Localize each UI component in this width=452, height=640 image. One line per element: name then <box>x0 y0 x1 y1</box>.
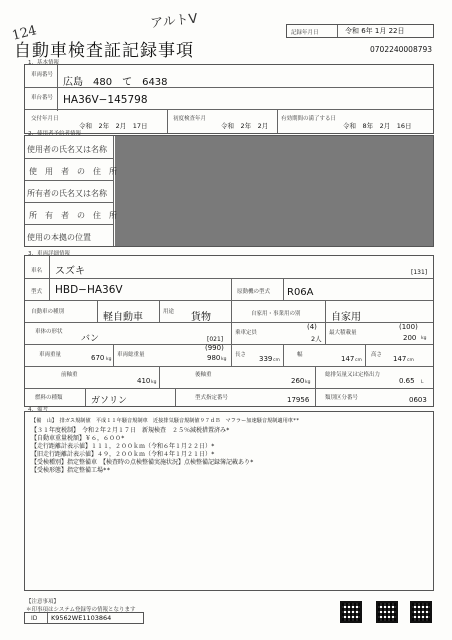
owner-row-2: 使 用 者 の 住 所 <box>29 167 117 176</box>
maker-label: 車名 <box>31 268 43 274</box>
height-label: 高さ <box>371 352 383 358</box>
capacity-value-b: 2人 <box>311 335 322 343</box>
capacity-label: 乗車定員 <box>235 330 258 336</box>
expiry-label: 有効期間の満了する日 <box>281 116 337 122</box>
handwritten-note-model: アルトV <box>149 11 199 32</box>
length-value: 339 <box>259 355 273 363</box>
width-value: 147 <box>341 355 355 363</box>
body-code: [021] <box>207 336 224 343</box>
record-date-value: 令和 6年 1月 22日 <box>345 27 405 35</box>
plate-label: 車両番号 <box>31 72 54 78</box>
qr-code-left <box>340 601 362 623</box>
front-axle-label: 前軸重 <box>61 372 78 378</box>
displacement-label: 総排気量又は定格出力 <box>325 372 381 378</box>
gross-weight-label: 車両総重量 <box>117 352 145 358</box>
type-approval-label: 型式指定番号 <box>195 395 229 401</box>
gross-weight-unit: kg <box>221 357 227 362</box>
remark-line-7: 【受検形態】指定整備工場** <box>31 467 111 474</box>
owner-row-1: 使用者の氏名又は名称 <box>27 145 107 154</box>
weight-label: 車両重量 <box>39 352 62 358</box>
category-label: 類別区分番号 <box>325 395 359 401</box>
owner-row-4: 所 有 者 の 住 所 <box>29 211 117 220</box>
length-label: 長さ <box>235 352 247 358</box>
gross-weight-value-a: (990) <box>205 344 224 352</box>
use-label: 用途 <box>163 309 175 315</box>
maker-value: スズキ <box>55 266 85 277</box>
footer-note-label: 【注意事項】 <box>26 599 60 605</box>
width-unit: cm <box>355 358 362 363</box>
engine-label: 原動機の型式 <box>237 289 271 295</box>
first-registration-value: 令和 2年 2月 <box>221 122 269 130</box>
displacement-value: 0.65 <box>399 377 415 385</box>
height-unit: cm <box>407 358 414 363</box>
section-remarks-label: 4．備考 <box>28 407 48 413</box>
length-unit: cm <box>273 358 280 363</box>
remark-line-1: 【備 山】 排ガス規制値 平成１１年騒音規制車 近接排気騒音規制値９７ｄＢ マフラー加速騒音規制適用車** <box>31 418 300 424</box>
weight-value: 670 <box>91 354 105 362</box>
handwritten-note-number: 124 <box>10 23 39 44</box>
footer-note: ＊印事項はシステム登録等の情報となります <box>26 607 136 613</box>
load-value-a: (100) <box>399 323 418 331</box>
front-axle-value: 410 <box>137 377 151 385</box>
section-vehicle-label: 3．車両詳細情報 <box>28 251 70 257</box>
remark-line-5: 【旧走行距離計表示値】４９，２００ｋｍ（令和４年１月２１日）* <box>31 451 215 458</box>
maker-code: [131] <box>411 269 428 276</box>
footer-id-box <box>24 612 144 624</box>
issue-date-label: 交付年月日 <box>31 116 59 122</box>
remark-line-6: 【受検種別】指定整備車 【検査時の点検整備実施状況】点検整備記録簿記載あり* <box>31 459 254 466</box>
plate-value: 広島 480 て 6438 <box>63 77 168 88</box>
redacted-area <box>115 136 433 246</box>
first-registration-label: 初度検査年月 <box>173 116 207 122</box>
remarks-box <box>24 411 434 591</box>
use-value: 貨物 <box>191 312 211 323</box>
section-users-label: 2．使用者予約者情報 <box>28 131 81 137</box>
body-value: バン <box>81 334 100 344</box>
footer-id-value: K9562WE1103864 <box>51 614 112 622</box>
footer-id-label: ID <box>31 615 38 622</box>
category-value: 0603 <box>409 396 427 404</box>
document-number: 0702240008793 <box>370 45 433 54</box>
displacement-unit: L <box>421 380 424 385</box>
issue-date-value: 令和 2年 2月 17日 <box>79 122 148 130</box>
section-basic-label: 1．基本情報 <box>28 60 59 66</box>
load-value-b: 200 <box>403 334 417 342</box>
owner-row-3: 所有者の氏名又は名称 <box>27 189 107 198</box>
load-label: 最大積載量 <box>329 330 357 336</box>
vehicle-info-table <box>24 255 434 407</box>
body-label: 車体の形状 <box>35 329 63 335</box>
basic-info-table <box>24 64 434 134</box>
remark-line-2: 【３１年度税制】 令和２年２月１７日 新規検査 ２５％減税措置済み* <box>31 427 230 434</box>
class-label: 自家用・事業用の別 <box>251 311 301 317</box>
model-value: HBD−HA36V <box>55 284 123 296</box>
gross-weight-value-b: 980 <box>207 354 221 362</box>
expiry-value: 令和 8年 2月 16日 <box>343 122 412 130</box>
kind-value: 軽自動車 <box>103 312 143 323</box>
capacity-value-a: (4) <box>307 323 317 331</box>
chassis-label: 車台番号 <box>31 95 54 101</box>
fuel-label: 燃料の種類 <box>35 395 63 401</box>
remark-line-4: 【走行距離計表示値】１１１，２００ｋｍ（令和６年１月２２日）* <box>31 443 215 450</box>
load-unit: kg <box>421 336 427 341</box>
rear-axle-unit: kg <box>305 380 311 385</box>
engine-value: R06A <box>287 287 314 298</box>
class-value: 自家用 <box>331 312 361 323</box>
chassis-value: HA36V−145798 <box>63 94 148 106</box>
model-label: 型式 <box>31 289 43 295</box>
weight-unit: kg <box>106 357 112 362</box>
record-date-box <box>286 24 434 38</box>
kind-label: 自動車の種別 <box>31 309 65 315</box>
width-label: 幅 <box>297 352 303 358</box>
rear-axle-label: 後軸重 <box>195 372 212 378</box>
record-date-label: 記録年月日 <box>291 30 319 36</box>
rear-axle-value: 260 <box>291 377 305 385</box>
qr-code-center <box>376 601 398 623</box>
type-approval-value: 17956 <box>287 396 310 404</box>
document-title: 自動車検査証記録事項 <box>14 41 194 61</box>
front-axle-unit: kg <box>151 380 157 385</box>
height-value: 147 <box>393 355 407 363</box>
fuel-value: ガソリン <box>91 396 128 406</box>
qr-code-right <box>410 601 432 623</box>
owner-info-table <box>24 135 434 247</box>
owner-row-5: 使用の本拠の位置 <box>27 233 91 242</box>
remark-line-3: 【自動車重量税額】￥６，６００* <box>31 435 125 442</box>
